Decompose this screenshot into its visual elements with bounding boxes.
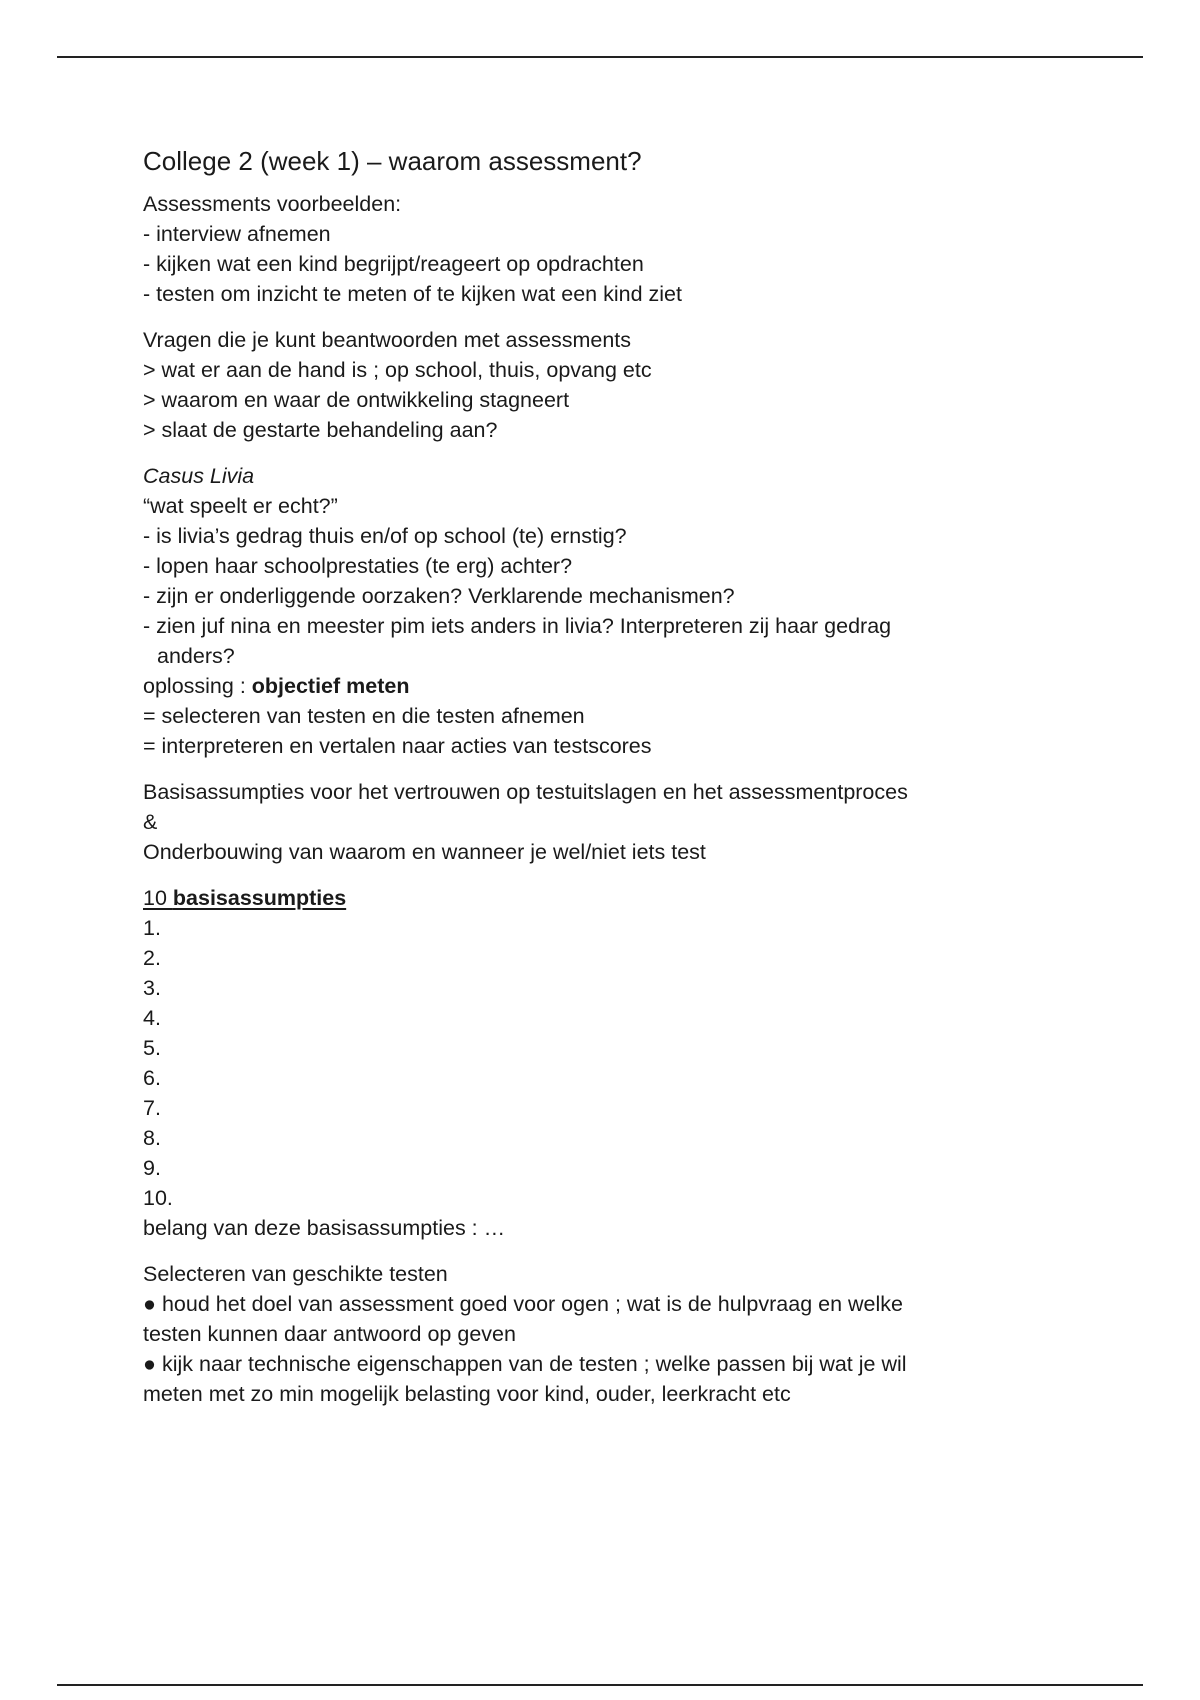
- list-item: = interpreteren en vertalen naar acties van testscores: [143, 734, 652, 758]
- solution-line: [143, 671, 1063, 701]
- paragraph-line: &: [143, 810, 158, 834]
- bullet-item-continuation: meten met zo min mogelijk belasting voor kind, ouder, leerkracht etc: [143, 1382, 791, 1406]
- numbered-item: 7.: [143, 1096, 161, 1120]
- numbered-item: 1.: [143, 916, 161, 940]
- bullet-item: ● houd het doel van assessment goed voor ogen ; wat is de hulpvraag en welke: [143, 1292, 903, 1316]
- section-heading: Assessments voorbeelden:: [143, 192, 402, 216]
- list-item: - interview afnemen: [143, 222, 331, 246]
- document-body: [143, 143, 1063, 1425]
- solution-prefix: oplossing :: [143, 674, 252, 698]
- section-selection: [143, 1259, 1063, 1409]
- numbered-item: 9.: [143, 1156, 161, 1180]
- section-heading: Vragen die je kunt beantwoorden met assessments: [143, 328, 632, 352]
- top-divider: [57, 56, 1143, 58]
- numbered-item: 6.: [143, 1066, 161, 1090]
- solution-emphasis: objectief meten: [251, 674, 410, 698]
- list-item: - zien juf nina en meester pim iets anders in livia? Interpreteren zij haar gedrag: [143, 614, 892, 638]
- assumptions-heading: [143, 883, 1063, 913]
- list-item: - testen om inzicht te meten of te kijken wat een kind ziet: [143, 282, 682, 306]
- section-heading: Selecteren van geschikte testen: [143, 1262, 448, 1286]
- numbered-item: 10.: [143, 1186, 173, 1210]
- page-title: College 2 (week 1) – waarom assessment?: [143, 146, 642, 176]
- list-item: > waarom en waar de ontwikkeling stagneert: [143, 388, 570, 412]
- list-item: - lopen haar schoolprestaties (te erg) achter?: [143, 554, 573, 578]
- list-item: - is livia’s gedrag thuis en/of op school (te) ernstig?: [143, 524, 627, 548]
- numbered-item: 3.: [143, 976, 161, 1000]
- list-item-continuation: anders?: [157, 644, 235, 668]
- numbered-item: 8.: [143, 1126, 161, 1150]
- section-casus: [143, 461, 1063, 761]
- bullet-item: ● kijk naar technische eigenschappen van de testen ; welke passen bij wat je wil: [143, 1352, 907, 1376]
- list-item: > wat er aan de hand is ; op school, thuis, opvang etc: [143, 358, 652, 382]
- bullet-item-continuation: testen kunnen daar antwoord op geven: [143, 1322, 516, 1346]
- assumptions-heading-label: basisassumpties: [172, 886, 347, 910]
- section-questions: [143, 325, 1063, 445]
- section-assessment-examples: [143, 189, 1063, 309]
- section-assumptions: [143, 883, 1063, 1243]
- list-item: - zijn er onderliggende oorzaken? Verklarende mechanismen?: [143, 584, 735, 608]
- paragraph-line: belang van deze basisassumpties : …: [143, 1216, 506, 1240]
- list-item: > slaat de gestarte behandeling aan?: [143, 418, 498, 442]
- bottom-divider: [57, 1684, 1143, 1686]
- numbered-item: 4.: [143, 1006, 161, 1030]
- numbered-item: 2.: [143, 946, 161, 970]
- paragraph-line: Basisassumpties voor het vertrouwen op testuitslagen en het assessmentproces: [143, 780, 908, 804]
- casus-heading: Casus Livia: [143, 464, 255, 488]
- assumptions-heading-number: 10: [143, 886, 173, 910]
- section-basis: [143, 777, 1063, 867]
- paragraph-line: Onderbouwing van waarom en wanneer je wel/niet iets test: [143, 840, 706, 864]
- numbered-item: 5.: [143, 1036, 161, 1060]
- casus-quote: “wat speelt er echt?”: [143, 494, 338, 518]
- list-item: = selecteren van testen en die testen afnemen: [143, 704, 585, 728]
- list-item: - kijken wat een kind begrijpt/reageert op opdrachten: [143, 252, 644, 276]
